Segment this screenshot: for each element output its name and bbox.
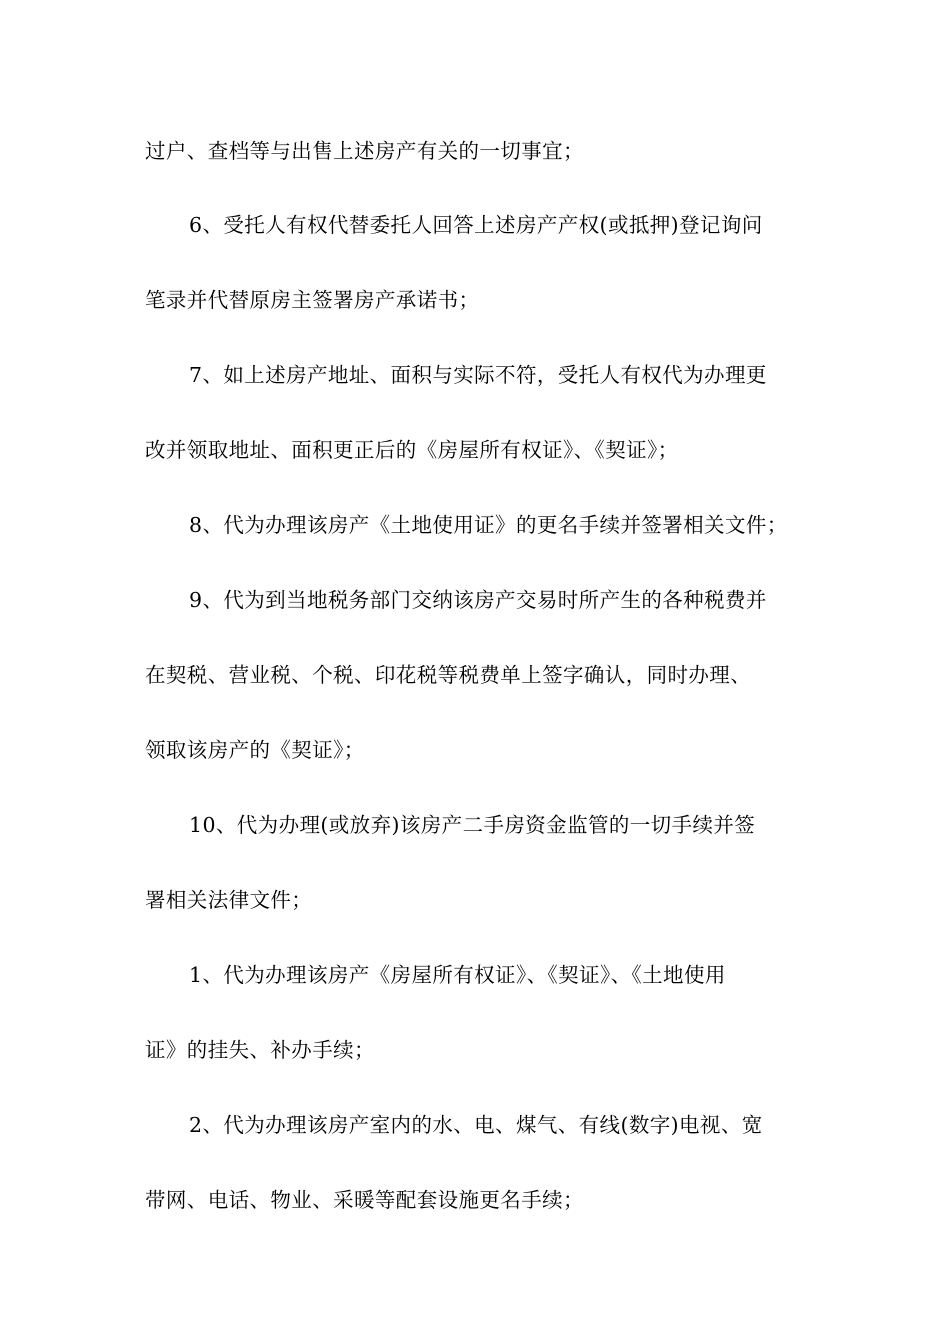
text-line-6: 8、代为办理该房产《土地使用证》的更名手续并签署相关文件； bbox=[189, 513, 788, 537]
text-line-15: 带网、电话、物业、采暖等配套设施更名手续； bbox=[145, 1188, 584, 1212]
text-line-14: 2、代为办理该房产室内的水、电、煤气、有线(数字)电视、宽 bbox=[189, 1113, 763, 1137]
text-line-8: 在契税、营业税、个税、印花税等税费单上签字确认，同时办理、 bbox=[145, 663, 752, 687]
text-line-9: 领取该房产的《契证》； bbox=[145, 738, 365, 762]
text-line-11: 署相关法律文件； bbox=[145, 888, 313, 912]
text-line-10: 10、代为办理(或放弃)该房产二手房资金监管的一切手续并签 bbox=[189, 813, 756, 837]
text-line-1: 过户、查档等与出售上述房产有关的一切事宜； bbox=[145, 139, 584, 163]
text-line-7: 9、代为到当地税务部门交纳该房产交易时所产生的各种税费并 bbox=[189, 588, 767, 612]
text-line-5: 改并领取地址、面积更正后的《房屋所有权证》、《契证》； bbox=[145, 438, 679, 462]
text-line-13: 证》的挂失、补办手续； bbox=[145, 1038, 375, 1062]
text-line-3: 笔录并代替原房主签署房产承诺书； bbox=[145, 288, 480, 312]
text-line-4: 7、如上述房产地址、面积与实际不符，受托人有权代为办理更 bbox=[189, 363, 767, 387]
text-line-12: 1、代为办理该房产《房屋所有权证》、《契证》、《土地使用 bbox=[189, 963, 726, 987]
text-line-2: 6、受托人有权代替委托人回答上述房产产权(或抵押)登记询问 bbox=[189, 213, 763, 237]
